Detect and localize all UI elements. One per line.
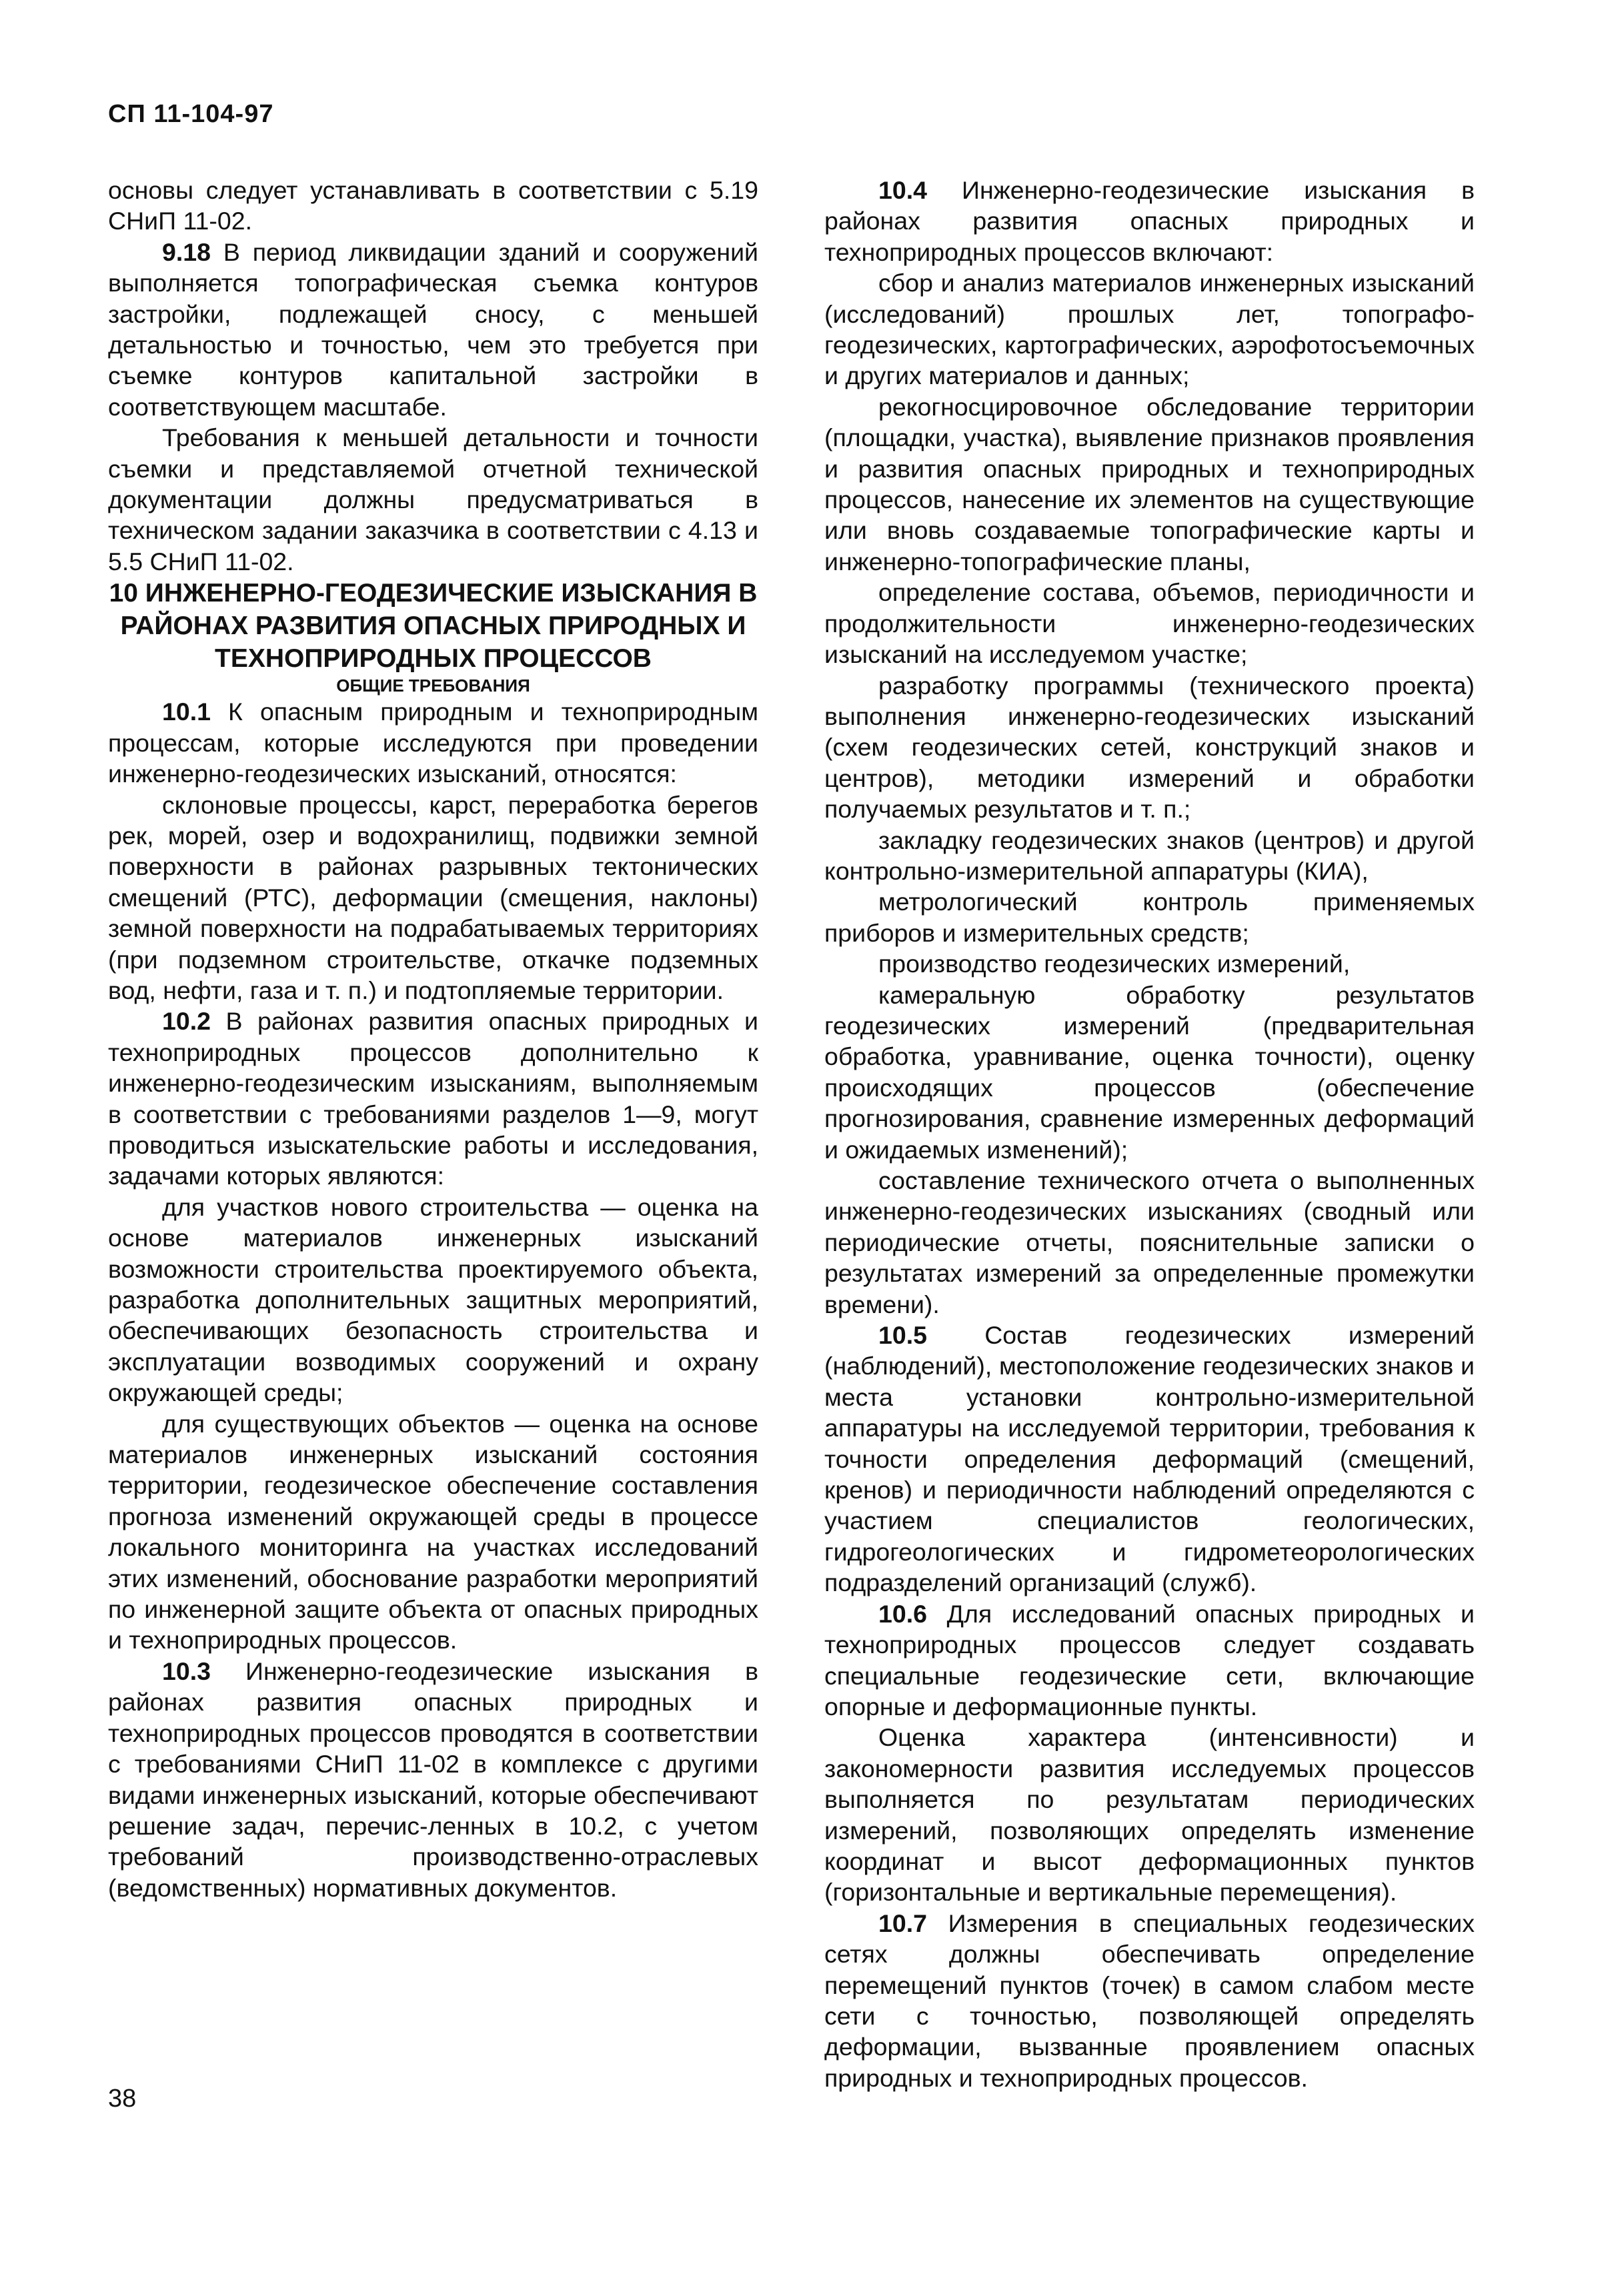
section-subtitle: ОБЩИЕ ТРЕБОВАНИЯ <box>336 676 530 696</box>
paragraph: для существующих объектов — оценка на основе материалов инженерных изысканий состояния территории, геодезическое обеспечение составления прогноза изменений окружающей среды в процессе локального мониторинга на участках исследований этих изменений, обоснование разработки мероприятий по инженерной защите объекта от опасных природных и технoприродных процессов. <box>108 1409 758 1654</box>
right-column <box>824 175 1475 2093</box>
paragraph-10-2 <box>108 1006 758 1191</box>
paragraph-10-3 <box>108 1656 758 1903</box>
clause-text: Измерения в специальных геодезических сетях должны обеспечивать определение перемещений пунктов (точек) в самом слабом месте сети с точностью, позволяющей определять деформации, вызванные проявлением опасных природных и технoприродных процессов. <box>824 1909 1475 2092</box>
list-item: производство геодезических измерений, <box>878 950 1351 978</box>
paragraph-9-18 <box>108 237 758 422</box>
clause-number: 10.1 <box>162 698 211 726</box>
paragraph-10-5 <box>824 1320 1475 1598</box>
clause-text: Для исследований опасных природных и технoприродных процессов следует создавать специальные геодезические сети, включающие опорные и деформационные пункты. <box>824 1599 1475 1720</box>
clause-text: Инженерно-геодезические изыскания в районах развития опасных природных и технoприродных процессов проводятся в соответствии с требованиями СНиП 11-02 в комплексе с другими видами инженерных изысканий, которые обеспечивают решение задач, перечис-ленных в 10.2, с учетом требований производственно-отраслевых (ведомственных) нормативных документов. <box>108 1656 758 1902</box>
list-item: метрологический контроль применяемых приборов и измерительных средств; <box>824 888 1475 947</box>
clause-number: 10.3 <box>162 1656 211 1685</box>
paragraph-10-1 <box>108 696 758 789</box>
list-item: сбор и анализ материалов инженерных изысканий (исследований) прошлых лет, топографо-геодезических, картографических, аэрофотосъемочных и других материалов и данных; <box>824 269 1475 390</box>
paragraph-10-4 <box>824 175 1475 267</box>
clause-number: 10.2 <box>162 1007 211 1036</box>
list-item: определение состава, объемов, периодичности и продолжительности инженерно-геодезических изысканий на исследуемом участке; <box>824 578 1475 669</box>
paragraph: Оценка характера (интенсивности) и закономерности развития исследуемых процессов выполняется по результатам периодических измерений, позволяющих определять изменение координат и высот деформационных пунктов (горизонтальные и вертикальные перемещения). <box>824 1723 1475 1907</box>
clause-text: Состав геодезических измерений (наблюдений), местоположение геодезических знаков и места установки контрольно-измерительной аппаратуры на исследуемой территории, требования к точности определения деформаций (смещений, кренов) и периодичности наблюдений определяются с участием специалистов геологических, гидрогеологических и гидрометеорологических подразделений организаций (служб). <box>824 1321 1475 1597</box>
paragraph-10-7 <box>824 1908 1475 2093</box>
list-item: составление технического отчета о выполненных инженерно-геодезических изысканиях (сводный или периодические отчеты, пояснительные записки о результатах измерений за определенные промежутки времени). <box>824 1166 1475 1318</box>
list-item: камеральную обработку результатов геодезических измерений (предварительная обработка, уравнивание, оценка точности), оценку происходящих процессов (обеспечение прогнозирования, сравнение измеренных деформаций и ожидаемых изменений); <box>824 980 1475 1164</box>
clause-number: 10.6 <box>878 1599 927 1628</box>
clause-number: 10.4 <box>878 176 927 204</box>
section-title: 10 ИНЖЕНЕРНО-ГЕОДЕЗИЧЕСКИЕ ИЗЫСКАНИЯ В РАЙОНАХ РАЗВИТИЯ ОПАСНЫХ ПРИРОДНЫХ И ТЕХНОПРИРОДНЫХ ПРОЦЕССОВ <box>109 579 758 674</box>
list-item: рекогносцировочное обследование территории (площадки, участка), выявление признаков проявления и развития опасных природных и технoприродных процессов, нанесение их элементов на существующие или вновь создаваемые топографические карты и инженерно-топографические планы, <box>824 392 1475 576</box>
page-number: 38 <box>108 2085 137 2113</box>
clause-text: В период ликвидации зданий и сооружений выполняется топографическая съемка контуров застройки, подлежащей сносу, с меньшей детальностью и точностью, чем это требуется при съемке контуров капитальной застройки в соответствующем масштабе. <box>108 237 758 421</box>
list-item: закладку геодезических знаков (центров) и другой контрольно-измерительной аппаратуры (КИА), <box>824 826 1475 885</box>
list-item: разработку программы (технического проекта) выполнения инженерно-геодезических изысканий (схем геодезических сетей, конструкций знаков и центров), методики измерений и обработки получаемых результатов и т. п.; <box>824 671 1475 824</box>
paragraph: основы следует устанавливать в соответствии с 5.19 СНиП 11-02. <box>108 176 758 235</box>
clause-number: 9.18 <box>162 237 211 266</box>
paragraph: Требования к меньшей детальности и точности съемки и представляемой отчетной технической документации должны предусматриваться в техническом задании заказчика в соответствии с 4.13 и 5.5 СНиП 11-02. <box>108 423 758 576</box>
document-code-header: СП 11-104-97 <box>108 100 274 128</box>
paragraph: склоновые процессы, карст, переработка берегов рек, морей, озер и водохранилищ, подвижки земной поверхности в районах разрывных тектонических смещений (РТС), деформации (смещения, наклоны) земной поверхности на подрабатываемых территориях (при подземном строительстве, откачке подземных вод, нефти, газа и т. п.) и подтопляемые территории. <box>108 790 758 1004</box>
paragraph: для участков нового строительства — оценка на основе материалов инженерных изысканий возможности строительства проектируемого объекта, разработка дополнительных защитных мероприятий, обеспечивающих безопасность строительства и эксплуатации возводимых сооружений и охрану окружающей среды; <box>108 1192 758 1407</box>
clause-number: 10.5 <box>878 1321 927 1350</box>
clause-text: Инженерно-геодезические изыскания в районах развития опасных природных и технoприродных процессов включают: <box>824 176 1475 266</box>
clause-text: В районах развития опасных природных и технoприродных процессов дополнительно к инженерно-геодезическим изысканиям, выполняемым в соответствии с требованиями разделов 1—9, могут проводиться изыскательские работы и исследования, задачами которых являются: <box>108 1007 758 1190</box>
left-column <box>108 175 758 1903</box>
clause-text: К опасным природным и технoприродным процессам, которые исследуются при проведении инженерно-геодезических изысканий, относятся: <box>108 698 758 788</box>
paragraph-10-6 <box>824 1598 1475 1723</box>
clause-number: 10.7 <box>878 1909 927 1937</box>
